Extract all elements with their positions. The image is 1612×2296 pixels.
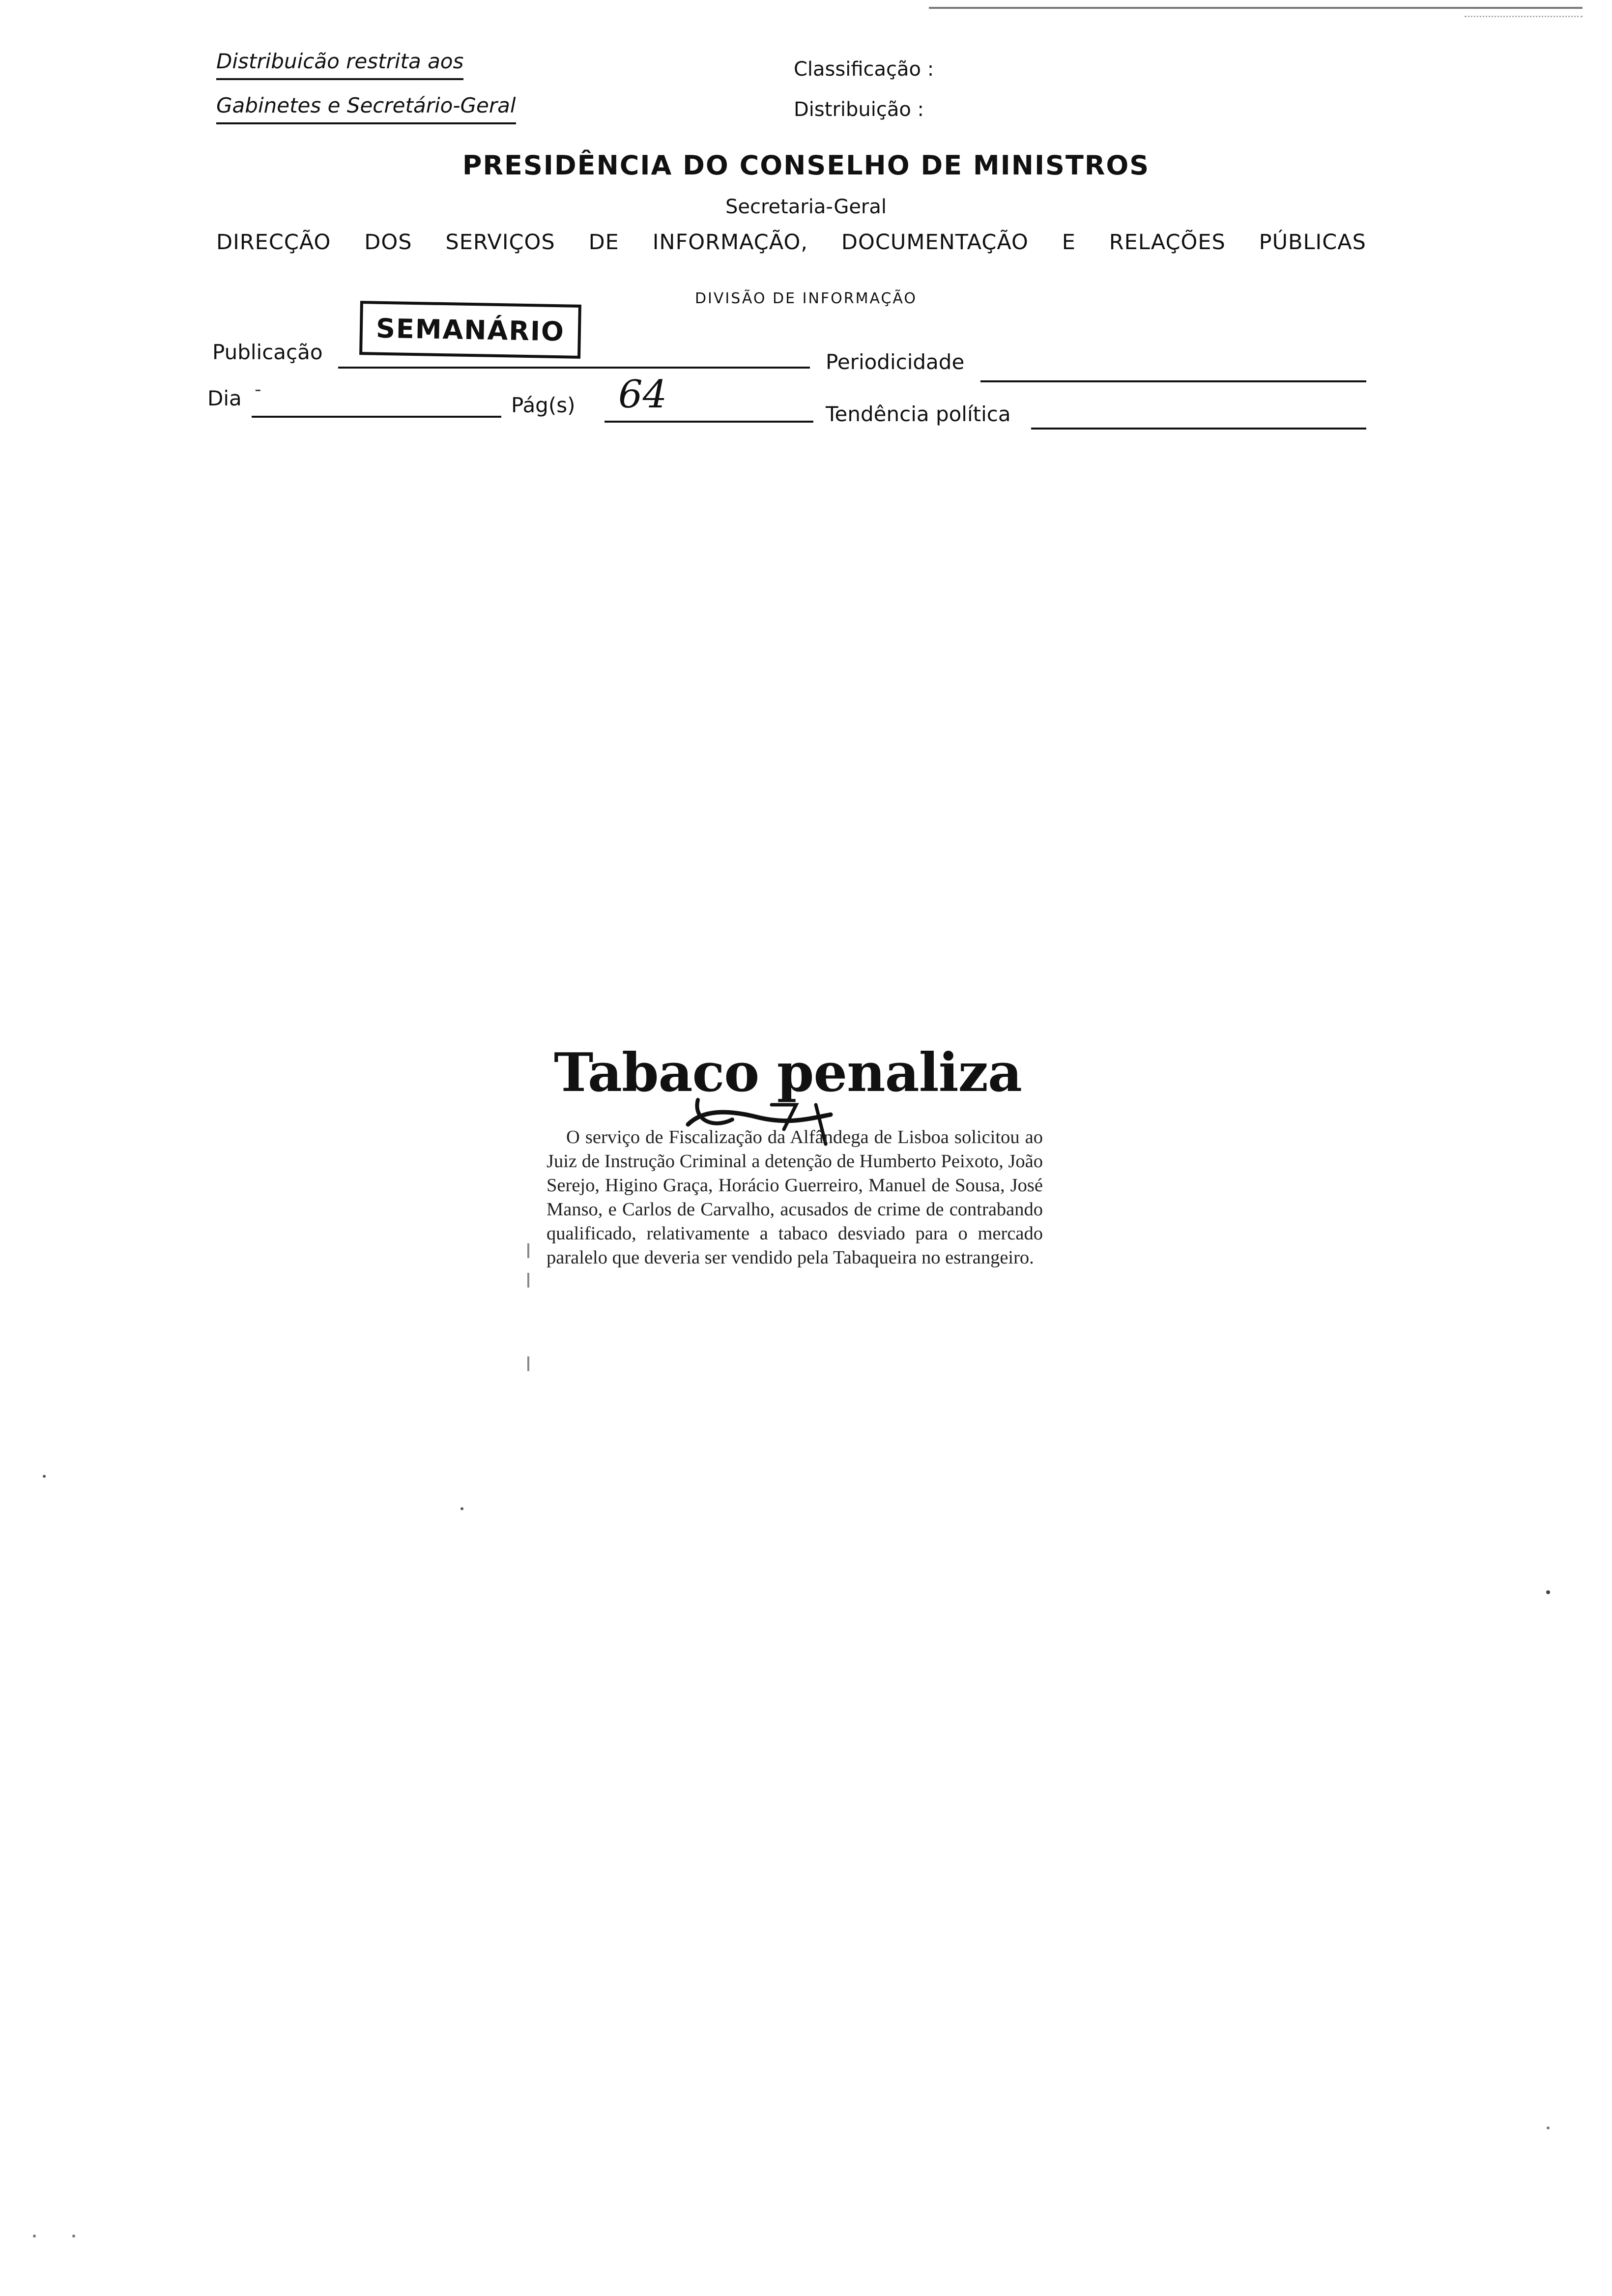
classification-label: Classificação : (794, 58, 934, 81)
document-subtitle: Secretaria-Geral (725, 196, 887, 218)
department-word: PÚBLICAS (1259, 230, 1366, 255)
restriction-text-1: Distribuicão restrita aos (216, 49, 463, 80)
periodicity-label: Periodicidade (826, 350, 965, 374)
day-value: - (255, 378, 261, 400)
document-title: PRESIDÊNCIA DO CONSELHO DE MINISTROS (462, 150, 1150, 181)
pages-handwritten-value: 64 (618, 373, 667, 417)
article-body: O serviço de Fiscalização da Alfândega de Lisboa solicitou ao Juiz de Instrução Criminal a detenção de Humberto Peixoto, João Serejo, Higino Graça, Horácio Guerreiro, Manuel de Sousa, José Manso, e Carlos de Carvalho, acusados de crime de contrabando qualificado, relativamente a tabaco desviado para o mercado paralelo que deveria ser vendido pela Tabaqueira no estrangeiro. (547, 1127, 1043, 1268)
publication-label: Publicação (212, 340, 323, 364)
department-word: DE (588, 230, 619, 255)
restriction-text-2: Gabinetes e Secretário-Geral (216, 93, 516, 124)
department-word: INFORMAÇÃO, (652, 230, 808, 255)
distribution-label: Distribuição : (794, 98, 924, 121)
department-word: DOS (364, 230, 412, 255)
department-word: DOCUMENTAÇÃO (841, 230, 1029, 255)
department-word: SERVIÇOS (445, 230, 555, 255)
division-heading: DIVISÃO DE INFORMAÇÃO (694, 290, 918, 307)
publication-stamp: SEMANÁRIO (359, 301, 581, 359)
department-word: RELAÇÕES (1109, 230, 1226, 255)
department-word: DIRECÇÃO (216, 230, 331, 255)
pages-label: Pág(s) (511, 393, 576, 417)
day-label: Dia (207, 386, 242, 410)
department-word: E (1062, 230, 1076, 255)
tendency-label: Tendência política (826, 402, 1011, 426)
article-headline: Tabaco penaliza (554, 1042, 1022, 1104)
